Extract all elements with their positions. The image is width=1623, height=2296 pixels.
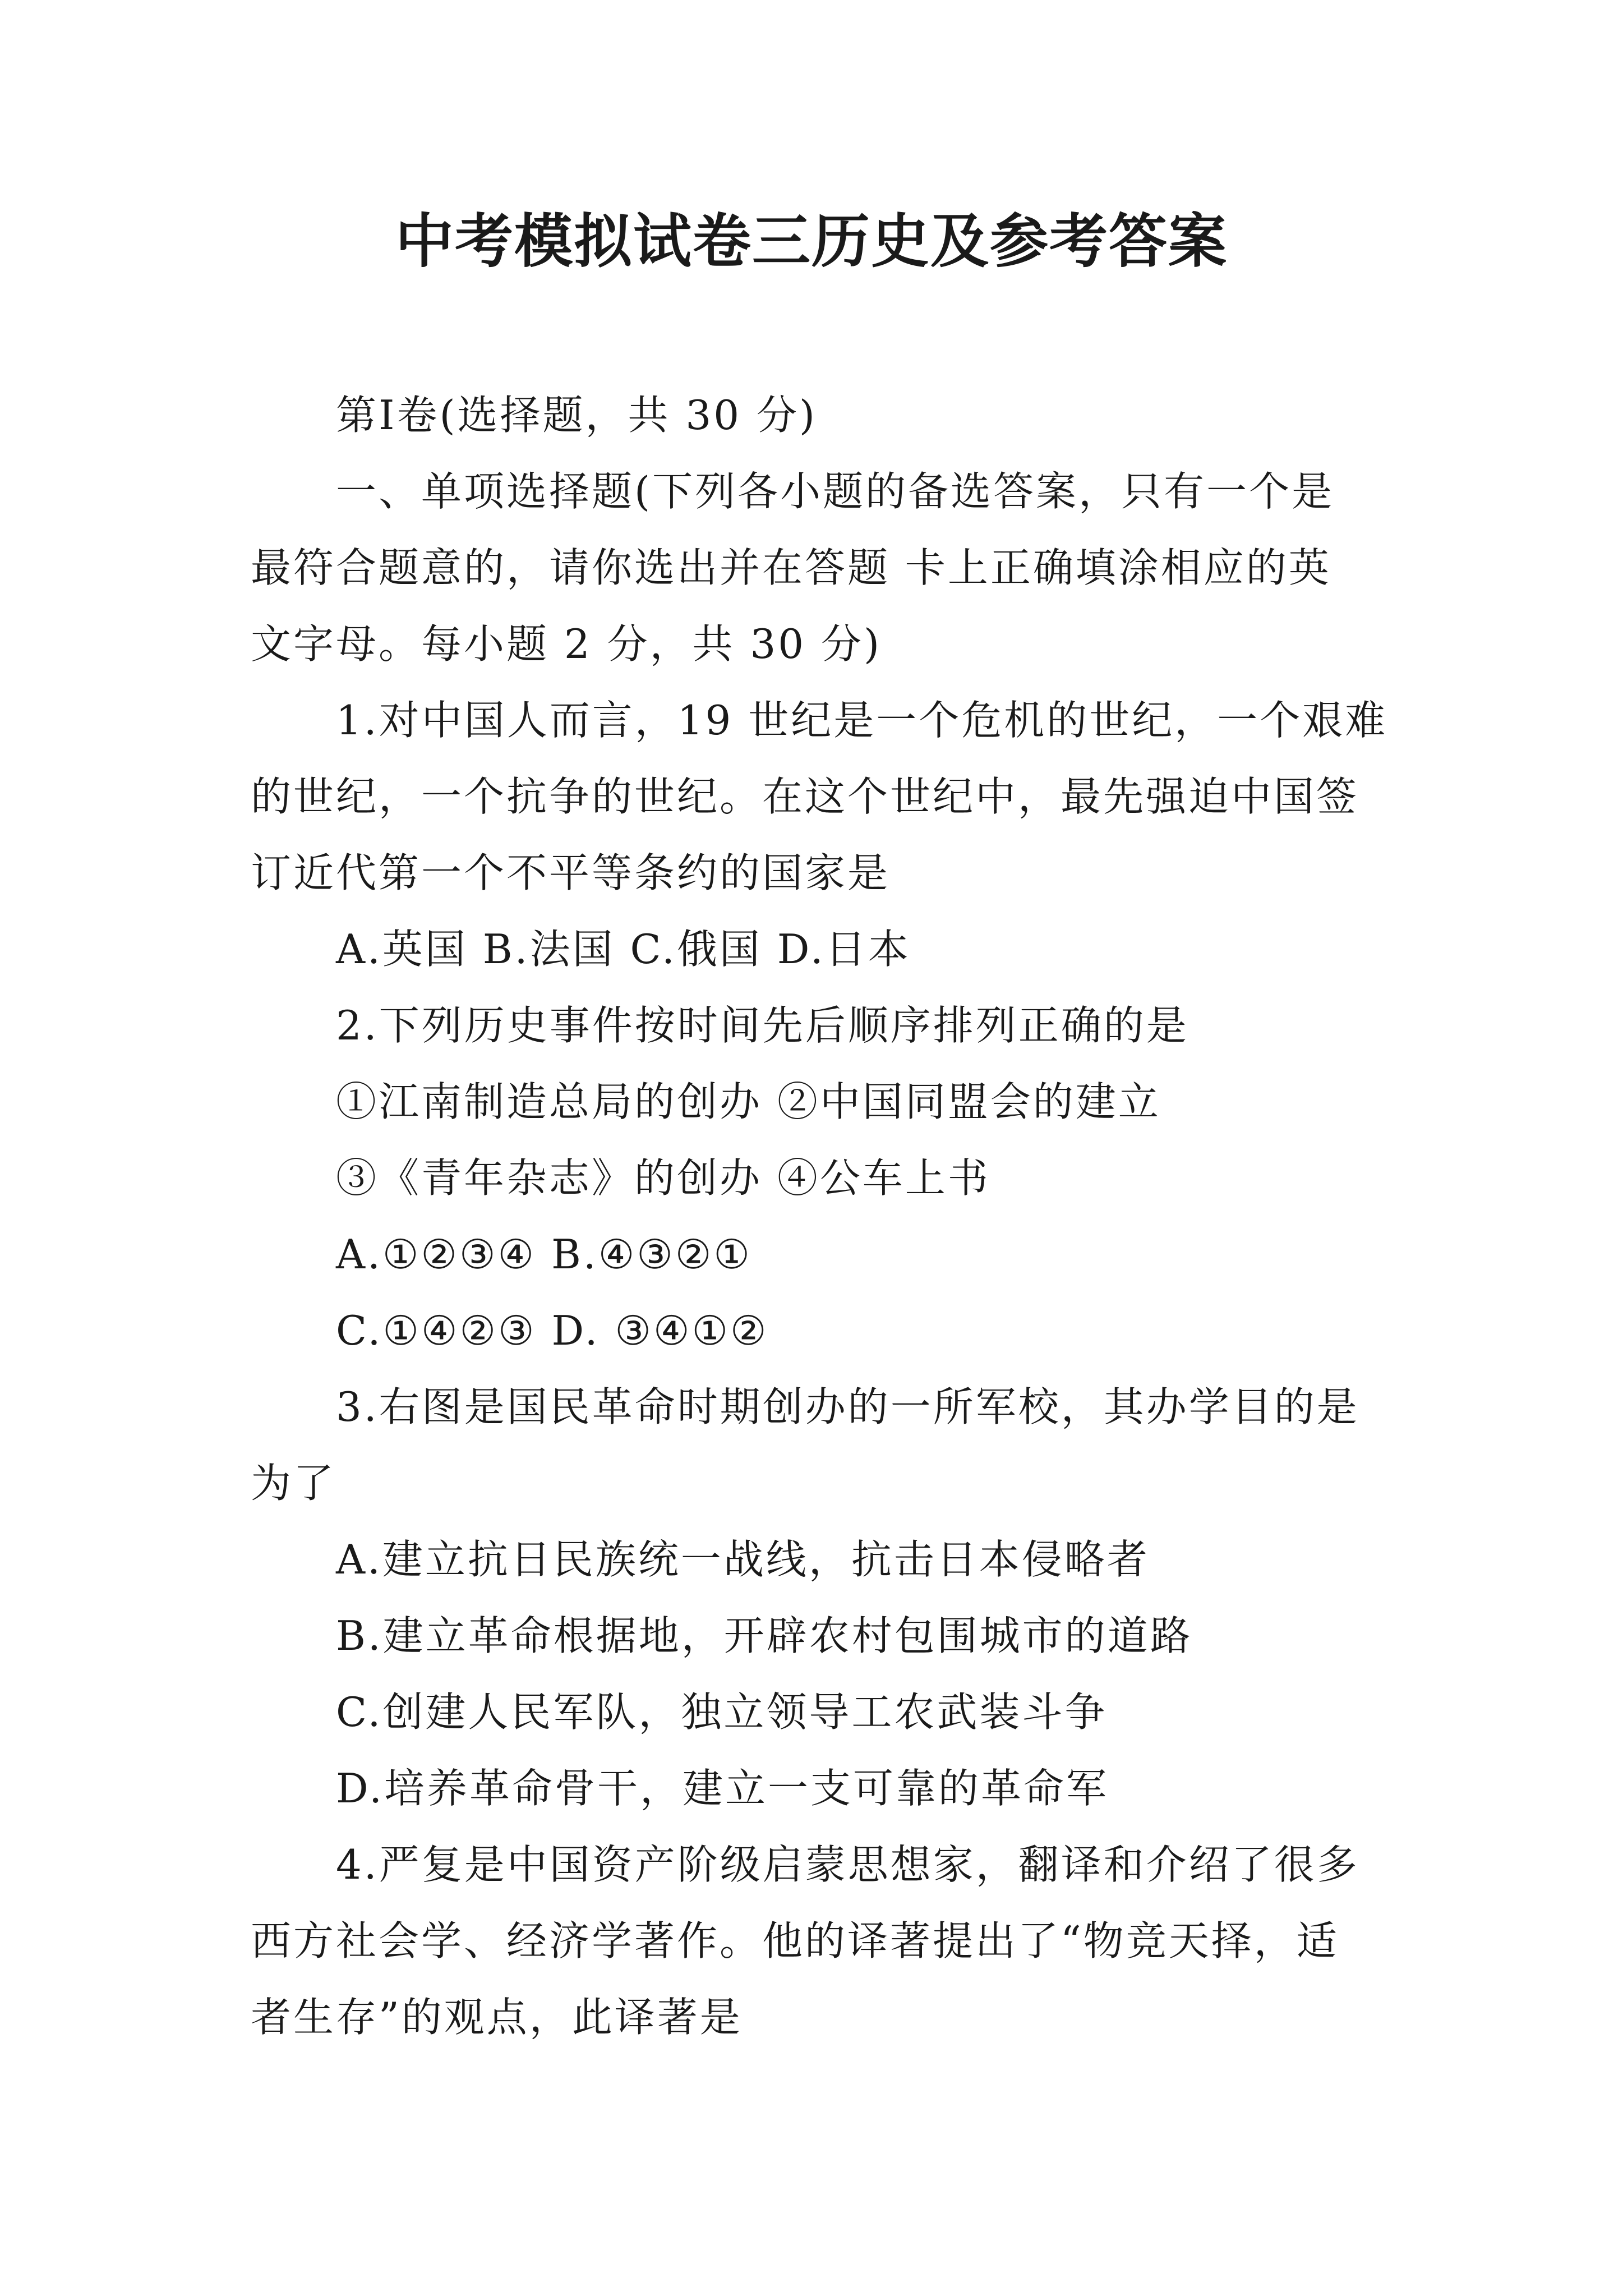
instruction-line-1: 一、单项选择题(下列各小题的备选答案，只有一个是 [336,468,1335,515]
question-3-line-2: 为了 [251,1460,336,1507]
question-1-options: A.英国 B.法国 C.俄国 D.日本 [336,926,911,973]
question-4-line-2: 西方社会学、经济学著作。他的译著提出了“物竞天择，适 [251,1917,1339,1964]
question-4-line-3: 者生存”的观点，此译著是 [251,1994,743,2041]
question-3-line-1: 3.右图是国民革命时期创办的一所军校，其办学目的是 [336,1383,1359,1430]
question-4-line-1: 4.严复是中国资产阶级启蒙思想家，翻译和介绍了很多 [336,1841,1359,1888]
question-2-events-b: ③《青年杂志》的创办 ④公车上书 [336,1154,990,1202]
question-1-line-1: 1.对中国人而言，19 世纪是一个危机的世纪，一个艰难 [336,697,1388,744]
question-3-option-c: C.创建人民军队，独立领导工农武装斗争 [336,1688,1108,1736]
question-2-options-ab: A.①②③④ B.④③②① [336,1231,752,1278]
question-2-options-cd: C.①④②③ D. ③④①② [336,1307,769,1354]
document-title: 中考模拟试卷三历史及参考答案 [395,206,1228,275]
instruction-line-2: 最符合题意的，请你选出并在答题 卡上正确填涂相应的英 [251,544,1331,591]
instruction-line-3: 文字母。每小题 2 分，共 30 分) [251,620,882,668]
question-1-line-3: 订近代第一个不平等条约的国家是 [251,849,891,896]
question-1-line-2: 的世纪，一个抗争的世纪。在这个世纪中，最先强迫中国签 [251,773,1359,820]
question-3-option-d: D.培养革命骨干，建立一支可靠的革命军 [336,1765,1109,1812]
question-2-events-a: ①江南制造总局的创办 ②中国同盟会的建立 [336,1078,1161,1125]
question-2-stem: 2.下列历史事件按时间先后顺序排列正确的是 [336,1002,1189,1049]
question-3-option-b: B.建立革命根据地，开辟农村包围城市的道路 [336,1612,1193,1659]
question-3-option-a: A.建立抗日民族统一战线，抗击日本侵略者 [336,1536,1150,1583]
document-body [251,377,1389,2055]
section-heading-part1: 第Ⅰ卷(选择题，共 30 分) [336,392,818,439]
